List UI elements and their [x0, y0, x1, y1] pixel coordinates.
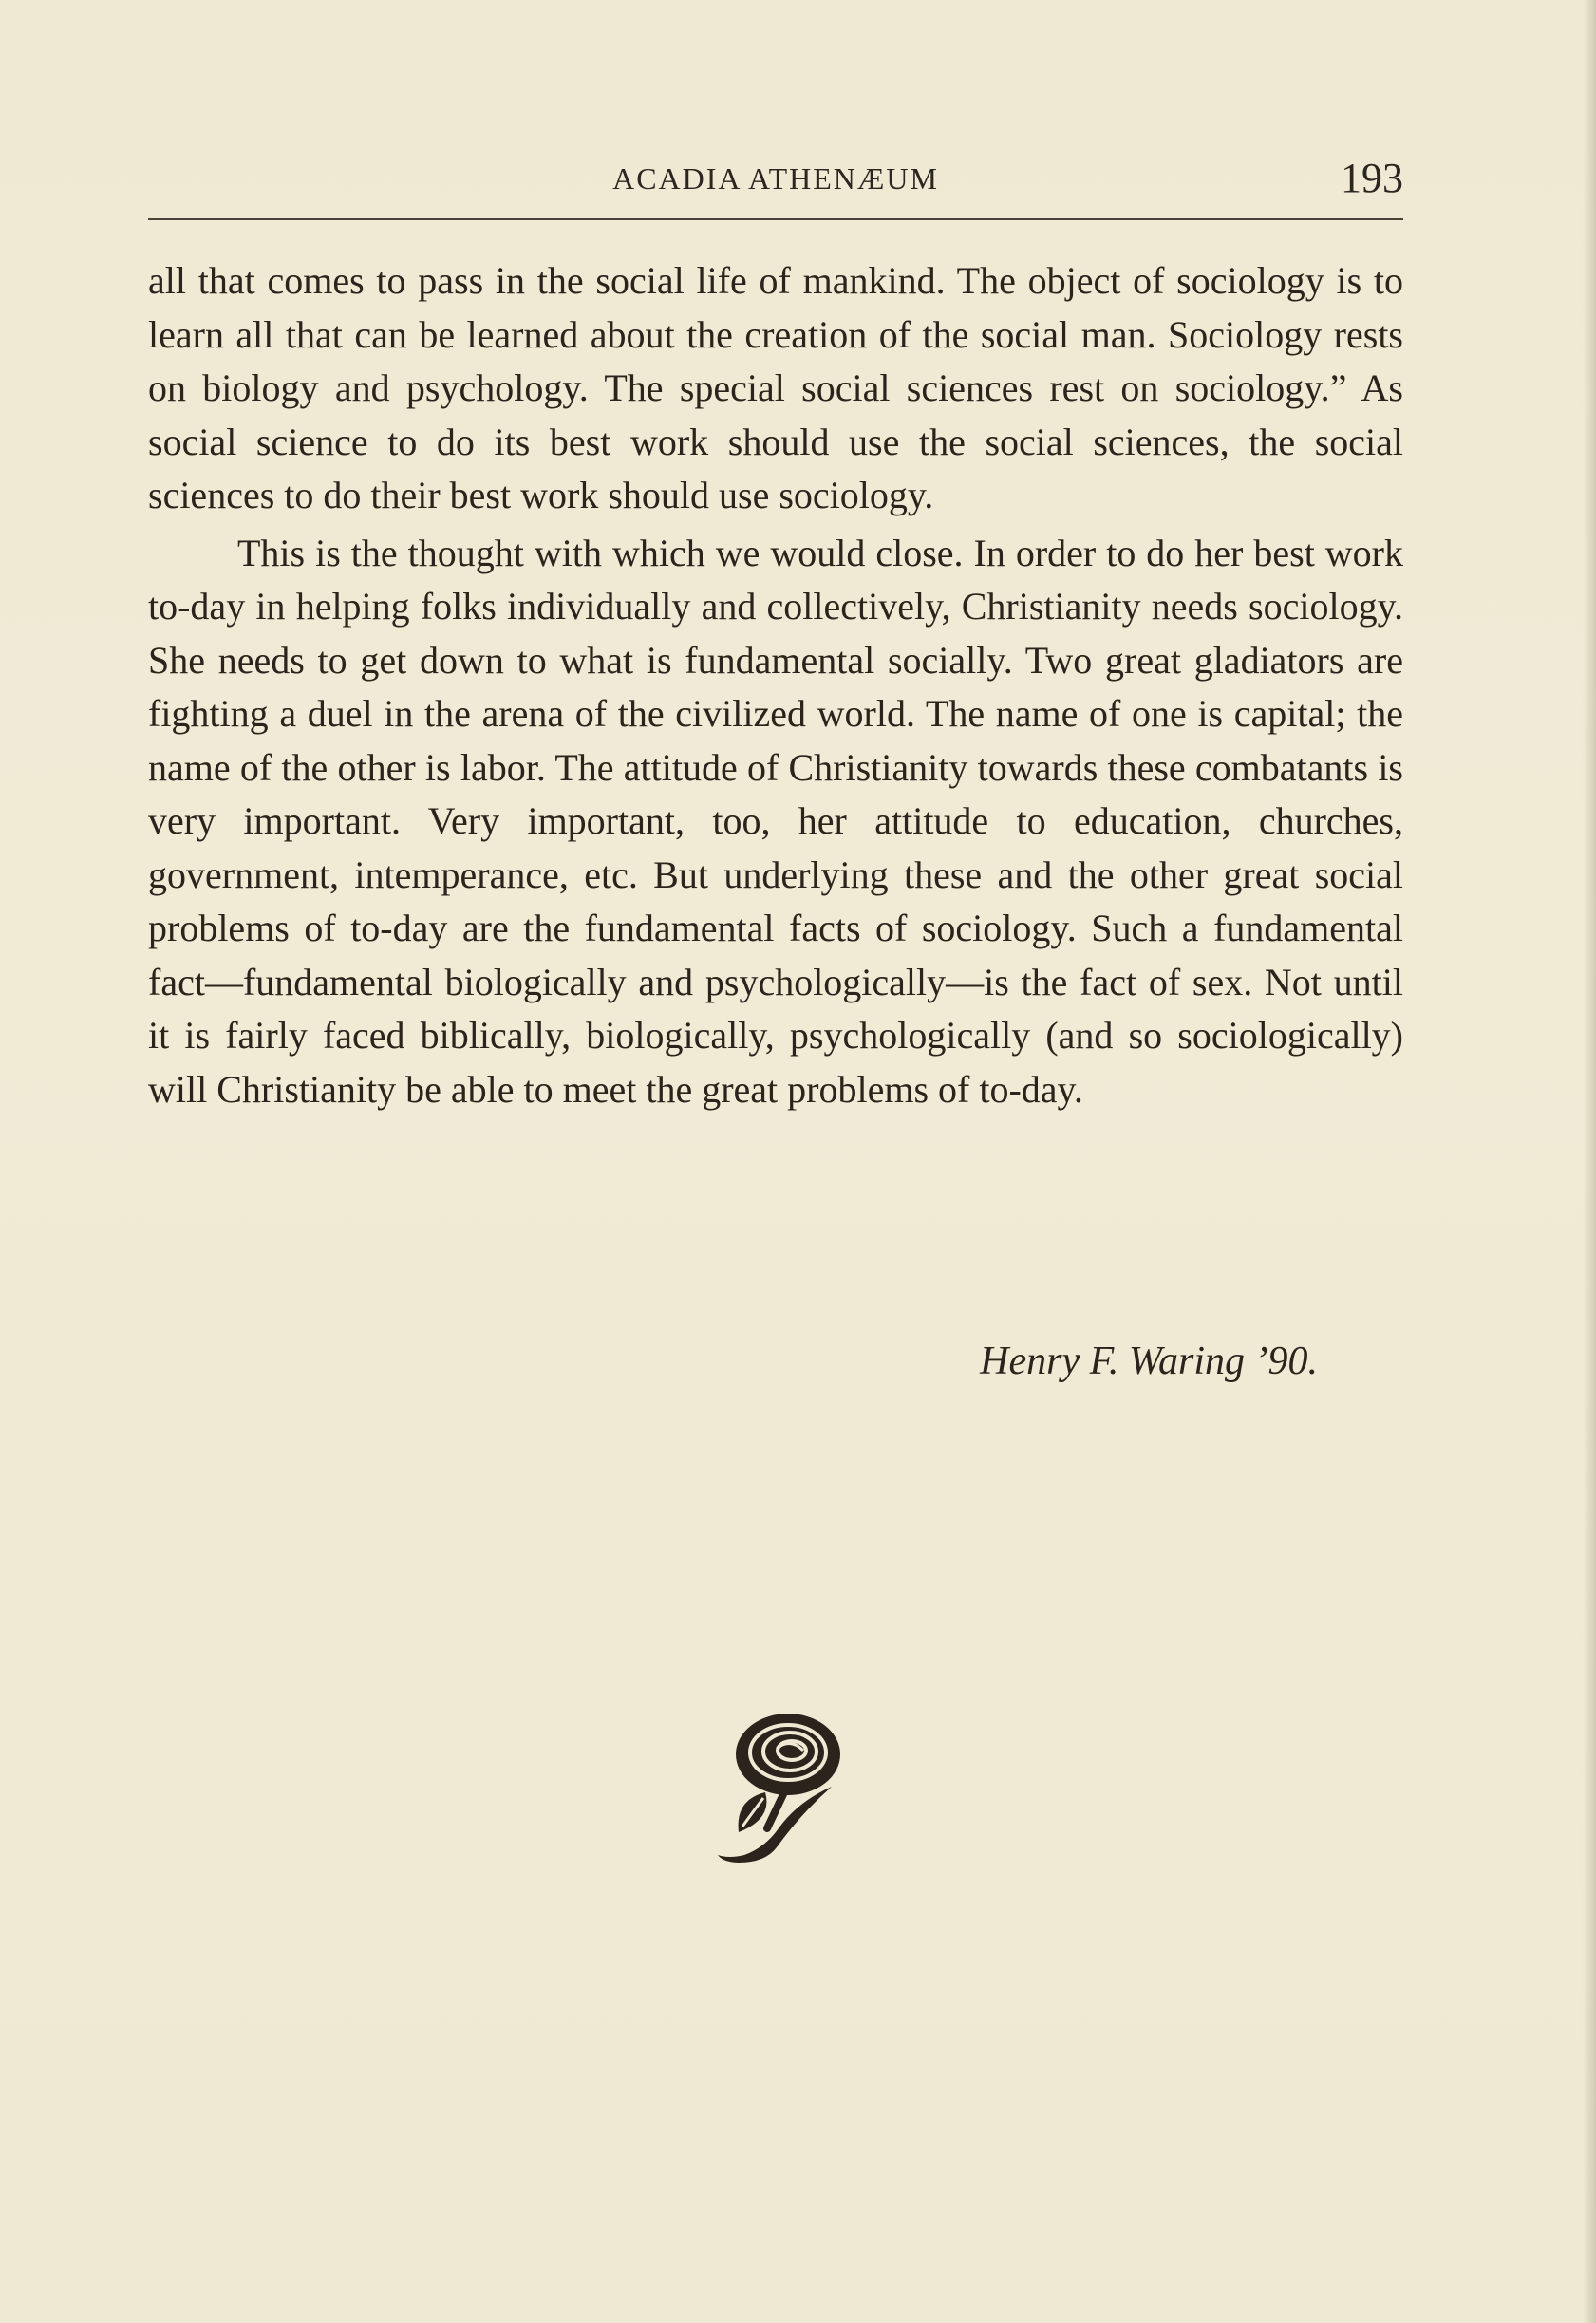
running-title: ACADIA ATHENÆUM: [612, 161, 939, 196]
page-edge-shadow: [1583, 0, 1596, 2323]
page-number: 193: [1341, 155, 1403, 201]
header-rule: [148, 218, 1403, 220]
page-header: [148, 152, 1403, 209]
paragraph: all that comes to pass in the social life of mankind. The object of sociology is to learn all that can be learned about the creation of the social man. Sociology rests on biology and psychology. The special social sciences rest on sociology.” As social science to do its best work should use the social sciences, the social sciences to do their best work should use sociology.: [148, 259, 1403, 516]
author-signature: Henry F. Waring ’90.: [980, 1339, 1318, 1383]
rose-flower-icon: [710, 1424, 853, 1870]
article-body: [148, 254, 1403, 1116]
paragraph: This is the thought with which we would close. In order to do her best work to-day in helping folks individually and collectively, Christianity needs sociology. She needs to get down to what is fundamental socially. Two great gladiators are fighting a duel in the arena of the civilized world. The name of one is capital; the name of the other is labor. The attitude of Christianity towards these combatants is very important. Very important, too, her attitude to education, churches, government, intemperance, etc. But underlying these and the other great social problems of to-day are the fundamental facts of sociology. Such a fundamental fact—fundamental biologically and psychologically—is the fact of sex. Not until it is fairly faced biblically, biologically, psychologically (and so sociologically) will Christianity be able to meet the great problems of to-day.: [148, 531, 1403, 1111]
